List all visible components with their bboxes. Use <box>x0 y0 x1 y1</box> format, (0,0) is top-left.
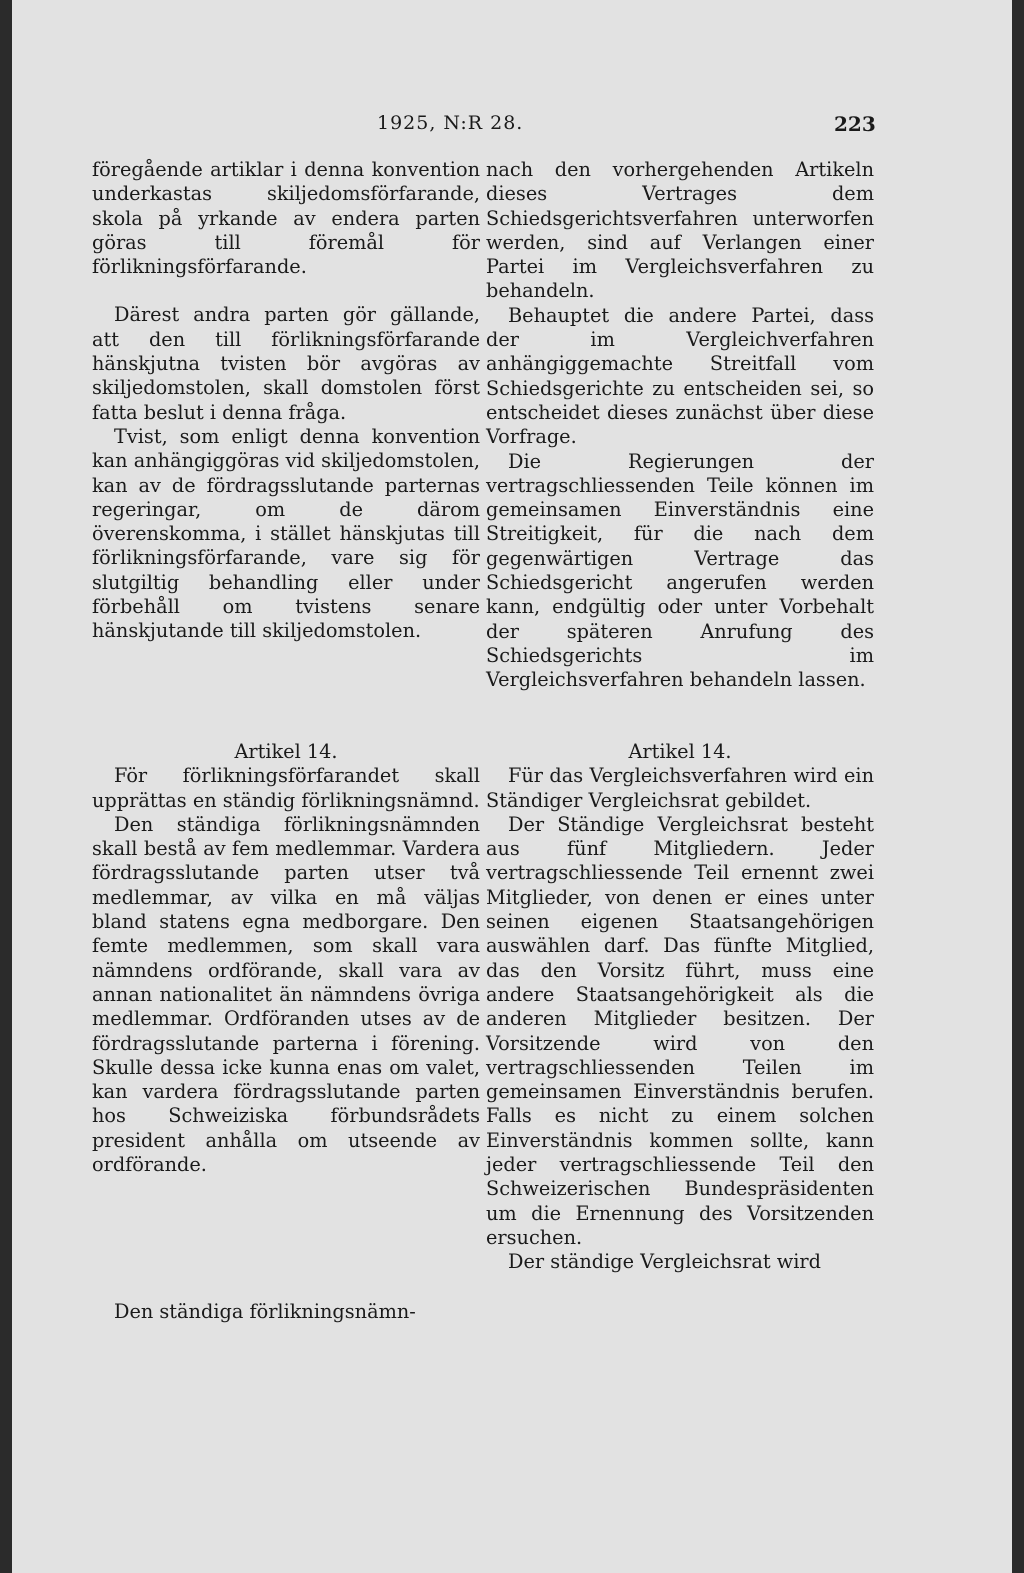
swedish-top-block <box>92 158 480 644</box>
page-number: 223 <box>834 112 876 136</box>
german-paragraph-4: Für das Vergleichsverfahren wird ein Ständiger Vergleichsrat gebildet. <box>486 764 874 812</box>
document-page <box>12 0 1012 1573</box>
swedish-paragraph-2: Därest andra parten gör gällande, att den till förlikningsförfarande hänskjutna tvisten bör avgöras av skiljedomstolen, skall domstolen först fatta beslut i denna fråga. <box>92 303 480 424</box>
swedish-paragraph-6: Den ständiga förlikningsnämn- <box>114 1300 416 1323</box>
swedish-paragraph-1: föregående artiklar i denna konvention underkastas skiljedomsförfarande, skola på yrkande av endera parten göras till föremål för förlikningsförfarande. <box>92 158 480 279</box>
swedish-paragraph-3: Tvist, som enligt denna konvention kan anhängiggöras vid skiljedomstolen, kan av de fördragsslutande parternas regeringar, om de därom överenskomma, i stället hänskjutas till förlikningsförfarande, vare sig för slutgiltig behandling eller under förbehåll om tvistens senare hänskjutande till skiljedomstolen. <box>92 424 480 643</box>
german-paragraph-2: Behauptet die andere Partei, dass der im Vergleichverfahren anhängiggemachte Streitfall vom Schiedsgerichte zu entscheiden sei, so entscheidet dieses zunächst über diese Vorfrage. <box>486 303 874 449</box>
german-paragraph-1: nach den vorhergehenden Artikeln dieses Vertrages dem Schiedsgerichtsverfahren unterworfen werden, sind auf Verlangen einer Partei im Vergleichsverfahren zu behandeln. <box>486 158 874 303</box>
german-article-heading: Artikel 14. <box>628 740 732 763</box>
german-paragraph-3: Die Regierungen der vertragschliessenden Teile können im gemeinsamen Einverständnis eine Streitigkeit, für die nach dem gegenwärtigen Vertrage das Schiedsgericht angerufen werden kann, endgültig oder unter Vorbehalt der späteren Anrufung des Schiedsgerichts im Vergleichsverfahren behandeln lassen. <box>486 449 874 692</box>
swedish-article-block <box>92 740 480 1177</box>
german-paragraph-5: Der Ständige Vergleichsrat besteht aus fünf Mitgliedern. Jeder vertragschliessende Teil ernennt zwei Mitglieder, von denen er eines unter seinen eigenen Staatsangehörigen auswählen darf. Das fünfte Mitglied, das den Vorsitz führt, muss eine andere Staatsangehörigkeit als die anderen Mitglieder besitzen. Der Vorsitzende wird von den vertragschliessenden Teilen im gemeinsamen Einverständnis berufen. Falls es nicht zu einem solchen Einverständnis kommen sollte, kann jeder vertragschliessende Teil den Schweizerischen Bundespräsidenten um die Ernennung des Vorsitzenden ersuchen. <box>486 812 874 1249</box>
page-header <box>12 112 1012 142</box>
swedish-paragraph-5: Den ständiga förlikningsnämnden skall bestå av fem medlemmar. Vardera fördragsslutande parten utser två medlemmar, av vilka en må väljas bland statens egna medborgare. Den femte medlemmen, som skall vara nämndens ordförande, skall vara av annan nationalitet än nämndens övriga medlemmar. Ordföranden utses av de fördragsslutande parterna i förening. Skulle dessa icke kunna enas om valet, kan vardera fördragsslutande parten hos Schweiziska förbundsrådets president anhålla om utseende av ordförande. <box>92 812 480 1177</box>
swedish-article-heading: Artikel 14. <box>234 740 338 763</box>
swedish-paragraph-4: För förlikningsförfarandet skall upprättas en ständig förlikningsnämnd. <box>92 764 480 812</box>
german-top-block <box>486 158 874 693</box>
german-paragraph-6: Der ständige Vergleichsrat wird <box>508 1250 821 1274</box>
running-head: 1925, N:R 28. <box>377 112 524 134</box>
swedish-bottom-block <box>92 1300 480 1324</box>
german-article-block <box>486 740 874 1275</box>
